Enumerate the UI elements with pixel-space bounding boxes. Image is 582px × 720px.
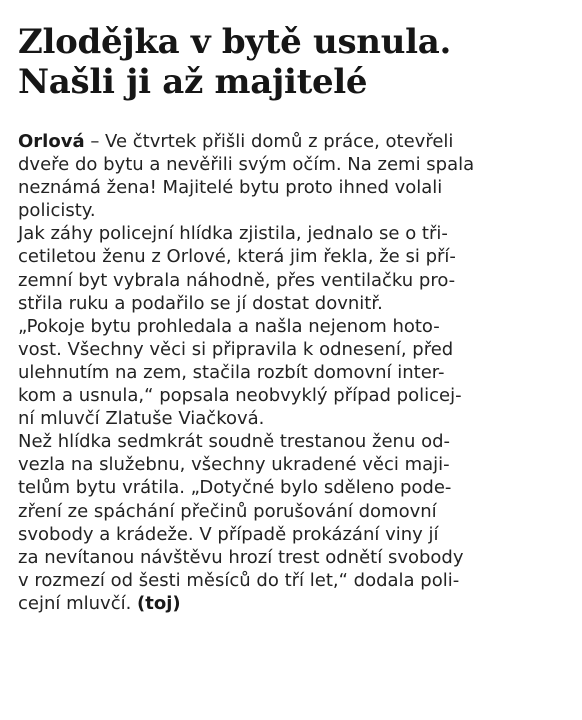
- body-line: Jak záhy policejní hlídka zjistila, jednalo se o tři-: [18, 223, 448, 245]
- headline-line: Zlodějka v bytě usnula.: [18, 22, 452, 62]
- body-line: vost. Všechny věci si připravila k odnesení, před: [18, 338, 454, 360]
- body-line: kom a usnula,“ popsala neobvyklý případ policej-: [18, 385, 462, 407]
- article-body: [18, 130, 574, 615]
- body-line: policisty.: [18, 200, 96, 222]
- body-line-text: cejní mluvčí.: [18, 592, 138, 614]
- body-line: svobody a krádeže. V případě prokázání viny jí: [18, 523, 439, 545]
- body-line: zření ze spáchání přečinů porušování domovní: [18, 500, 437, 522]
- body-line: telům bytu vrátila. „Dotyčné bylo sděleno pode-: [18, 477, 452, 499]
- body-line: střila ruku a podařilo se jí dostat dovnitř.: [18, 292, 383, 314]
- author-signature: (toj): [137, 592, 181, 614]
- body-line: v rozmezí od šesti měsíců do tří let,“ dodala poli-: [18, 569, 460, 591]
- body-line: za nevítanou návštěvu hrozí trest odnětí svobody: [18, 546, 464, 568]
- article-headline: [18, 0, 574, 102]
- dateline: Orlová: [18, 131, 85, 152]
- headline-line: Našli ji až majitelé: [18, 62, 368, 102]
- body-line: vezla na služebnu, všechny ukradené věci maji-: [18, 454, 450, 476]
- body-line: Než hlídka sedmkrát soudně trestanou ženu od-: [18, 431, 451, 453]
- body-line: zemní byt vybrala náhodně, přes ventilačku pro-: [18, 269, 456, 291]
- body-line: ulehnutím na zem, stačila rozbít domovní inter-: [18, 361, 445, 383]
- body-line: [18, 130, 574, 153]
- body-line: „Pokoje bytu prohledala a našla nejenom hoto-: [18, 315, 440, 337]
- article: [18, 0, 574, 615]
- body-line: cetiletou ženu z Orlové, která jim řekla, že si pří-: [18, 246, 456, 268]
- body-line: ní mluvčí Zlatuše Viačková.: [18, 408, 265, 430]
- body-line: dveře do bytu a nevěřili svým očím. Na zemi spala: [18, 154, 475, 176]
- body-line-text: – Ve čtvrtek přišli domů z práce, otevřeli: [84, 131, 454, 152]
- body-line: [18, 592, 574, 615]
- body-line: neznámá žena! Majitelé bytu proto ihned volali: [18, 177, 443, 199]
